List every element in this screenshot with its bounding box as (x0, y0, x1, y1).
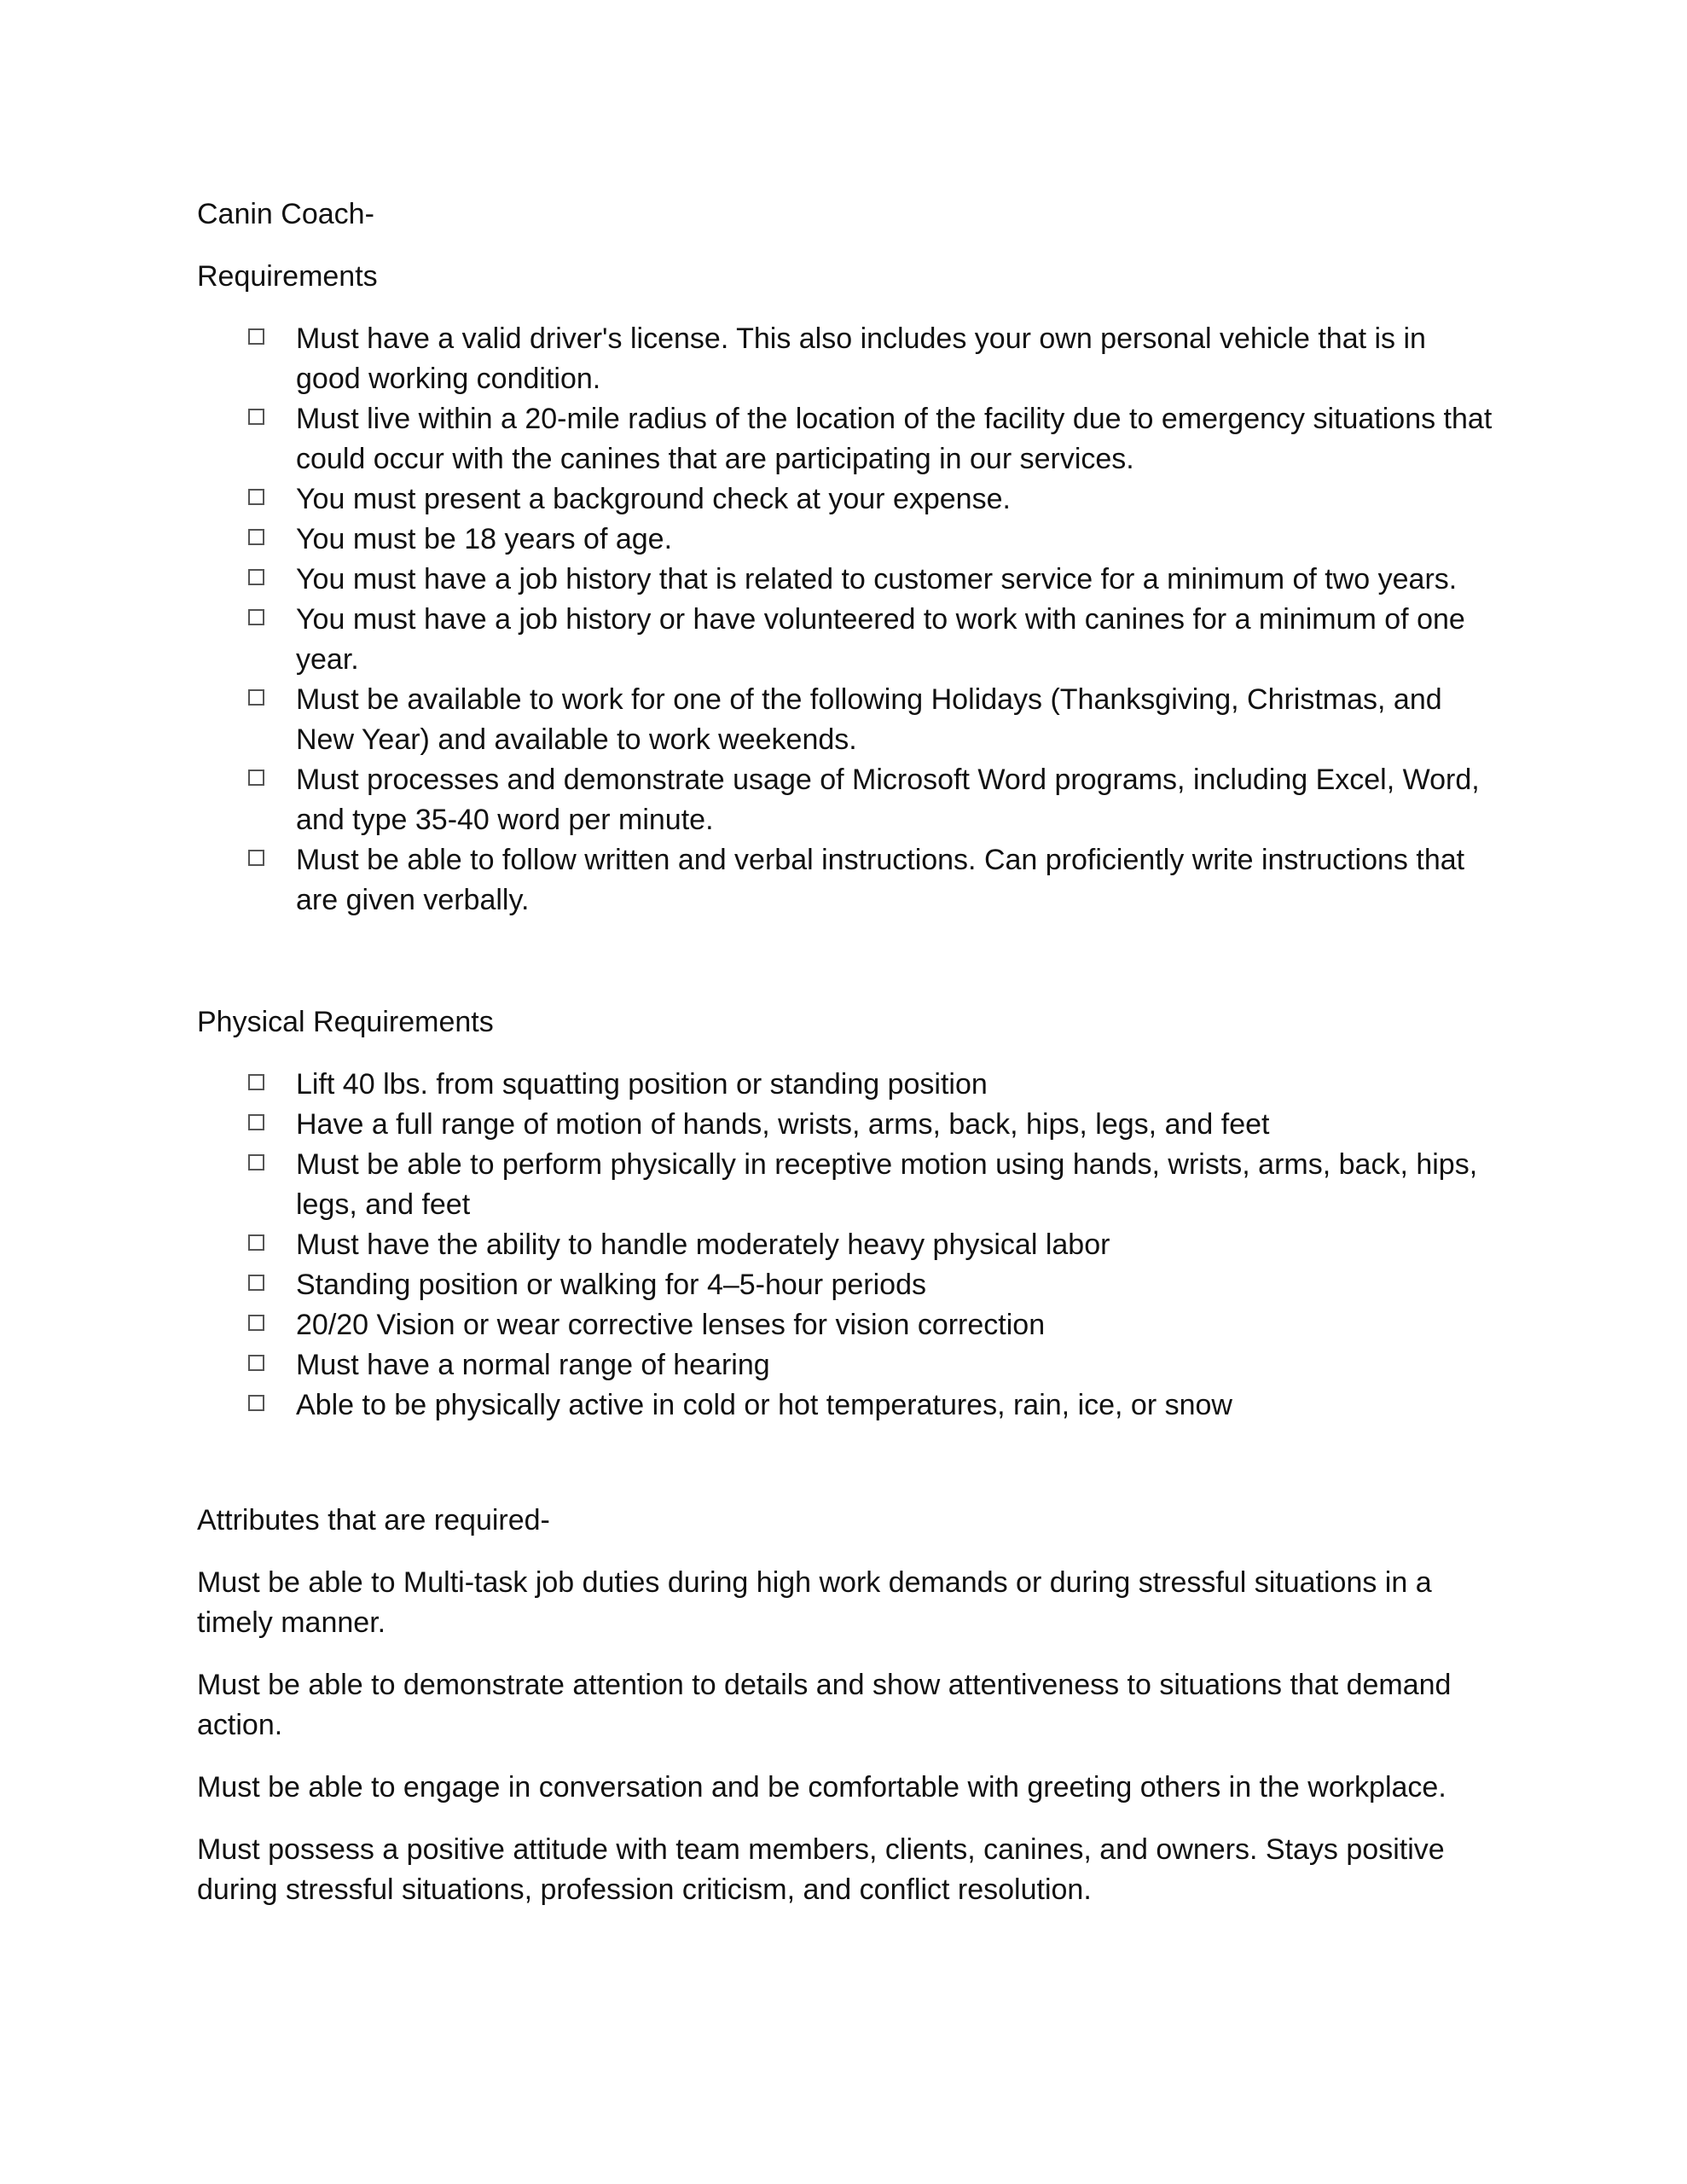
requirement-text: Must have a valid driver's license. This also includes your own personal vehicle that is in good working condition. (296, 322, 1426, 395)
requirement-text: Must processes and demonstrate usage of Microsoft Word programs, including Excel, Word, and type 35-40 word per minute. (296, 764, 1480, 836)
physical-requirement-text: Must have a normal range of hearing (296, 1349, 770, 1381)
checkbox-icon (248, 1114, 264, 1130)
requirements-heading: Requirements (197, 260, 378, 293)
checkbox-icon (248, 529, 264, 545)
physical-requirements-list (197, 1065, 1493, 1426)
checkbox-icon (248, 609, 264, 625)
requirement-item (197, 479, 1493, 520)
checkbox-icon (248, 1154, 264, 1170)
requirement-text: Must live within a 20-mile radius of the location of the facility due to emergency situations that could occur with the canines that are participating in our services. (296, 403, 1493, 475)
requirement-item (197, 319, 1493, 399)
checkbox-icon (248, 328, 264, 345)
physical-requirement-text: Have a full range of motion of hands, wrists, arms, back, hips, legs, and feet (296, 1108, 1270, 1141)
physical-requirements-heading: Physical Requirements (197, 1006, 494, 1038)
physical-requirement-text: Must be able to perform physically in receptive motion using hands, wrists, arms, back, hips, legs, and feet (296, 1148, 1478, 1221)
requirement-text: Must be able to follow written and verbal instructions. Can proficiently write instructions that are given verbally. (296, 844, 1465, 916)
physical-requirement-item (197, 1305, 1493, 1345)
document-content (197, 195, 1493, 1932)
requirement-item (197, 600, 1493, 680)
requirement-item (197, 840, 1493, 921)
physical-requirement-item (197, 1385, 1493, 1426)
physical-requirement-text: Able to be physically active in cold or hot temperatures, rain, ice, or snow (296, 1389, 1232, 1421)
physical-requirement-item (197, 1225, 1493, 1265)
section-spacer (197, 943, 1493, 1002)
requirement-text: You must have a job history that is related to customer service for a minimum of two years. (296, 563, 1458, 595)
requirement-text: Must be available to work for one of the following Holidays (Thanksgiving, Christmas, and New Year) and available to work weekends. (296, 683, 1442, 756)
physical-requirement-text: Lift 40 lbs. from squatting position or standing position (296, 1068, 988, 1101)
checkbox-icon (248, 489, 264, 505)
requirement-item (197, 680, 1493, 760)
requirements-list (197, 319, 1493, 921)
physical-requirement-item (197, 1065, 1493, 1105)
requirement-item (197, 520, 1493, 560)
checkbox-icon (248, 850, 264, 866)
checkbox-icon (248, 1395, 264, 1411)
checkbox-icon (248, 1074, 264, 1090)
physical-requirement-item (197, 1345, 1493, 1385)
physical-requirement-text: Must have the ability to handle moderately heavy physical labor (296, 1228, 1110, 1261)
document-title: Canin Coach- (197, 198, 374, 230)
checkbox-icon (248, 1355, 264, 1371)
checkbox-icon (248, 569, 264, 585)
physical-requirement-text: Standing position or walking for 4–5-hour periods (296, 1269, 927, 1301)
physical-requirement-item (197, 1145, 1493, 1225)
checkbox-icon (248, 770, 264, 786)
requirement-item (197, 760, 1493, 840)
requirement-text: You must have a job history or have volunteered to work with canines for a minimum of one year. (296, 603, 1465, 676)
section-spacer (197, 1448, 1493, 1501)
attributes-heading: Attributes that are required- (197, 1504, 550, 1536)
physical-requirement-text: 20/20 Vision or wear corrective lenses for vision correction (296, 1309, 1046, 1341)
checkbox-icon (248, 1275, 264, 1291)
requirement-text: You must present a background check at your expense. (296, 483, 1011, 515)
physical-requirement-item (197, 1105, 1493, 1145)
attribute-paragraph: Must be able to engage in conversation and be comfortable with greeting others in the workplace. (197, 1771, 1446, 1804)
checkbox-icon (248, 689, 264, 706)
requirement-text: You must be 18 years of age. (296, 523, 673, 555)
requirement-item (197, 560, 1493, 600)
attribute-paragraph: Must possess a positive attitude with team members, clients, canines, and owners. Stays positive during stressful situations, profession criticism, and conflict resolution. (197, 1833, 1445, 1906)
attribute-paragraph: Must be able to Multi-task job duties during high work demands or during stressful situations in a timely manner. (197, 1566, 1432, 1639)
checkbox-icon (248, 1315, 264, 1331)
requirement-item (197, 399, 1493, 479)
physical-requirement-item (197, 1265, 1493, 1305)
checkbox-icon (248, 1234, 264, 1251)
attribute-paragraph: Must be able to demonstrate attention to details and show attentiveness to situations that demand action. (197, 1669, 1452, 1741)
checkbox-icon (248, 409, 264, 425)
